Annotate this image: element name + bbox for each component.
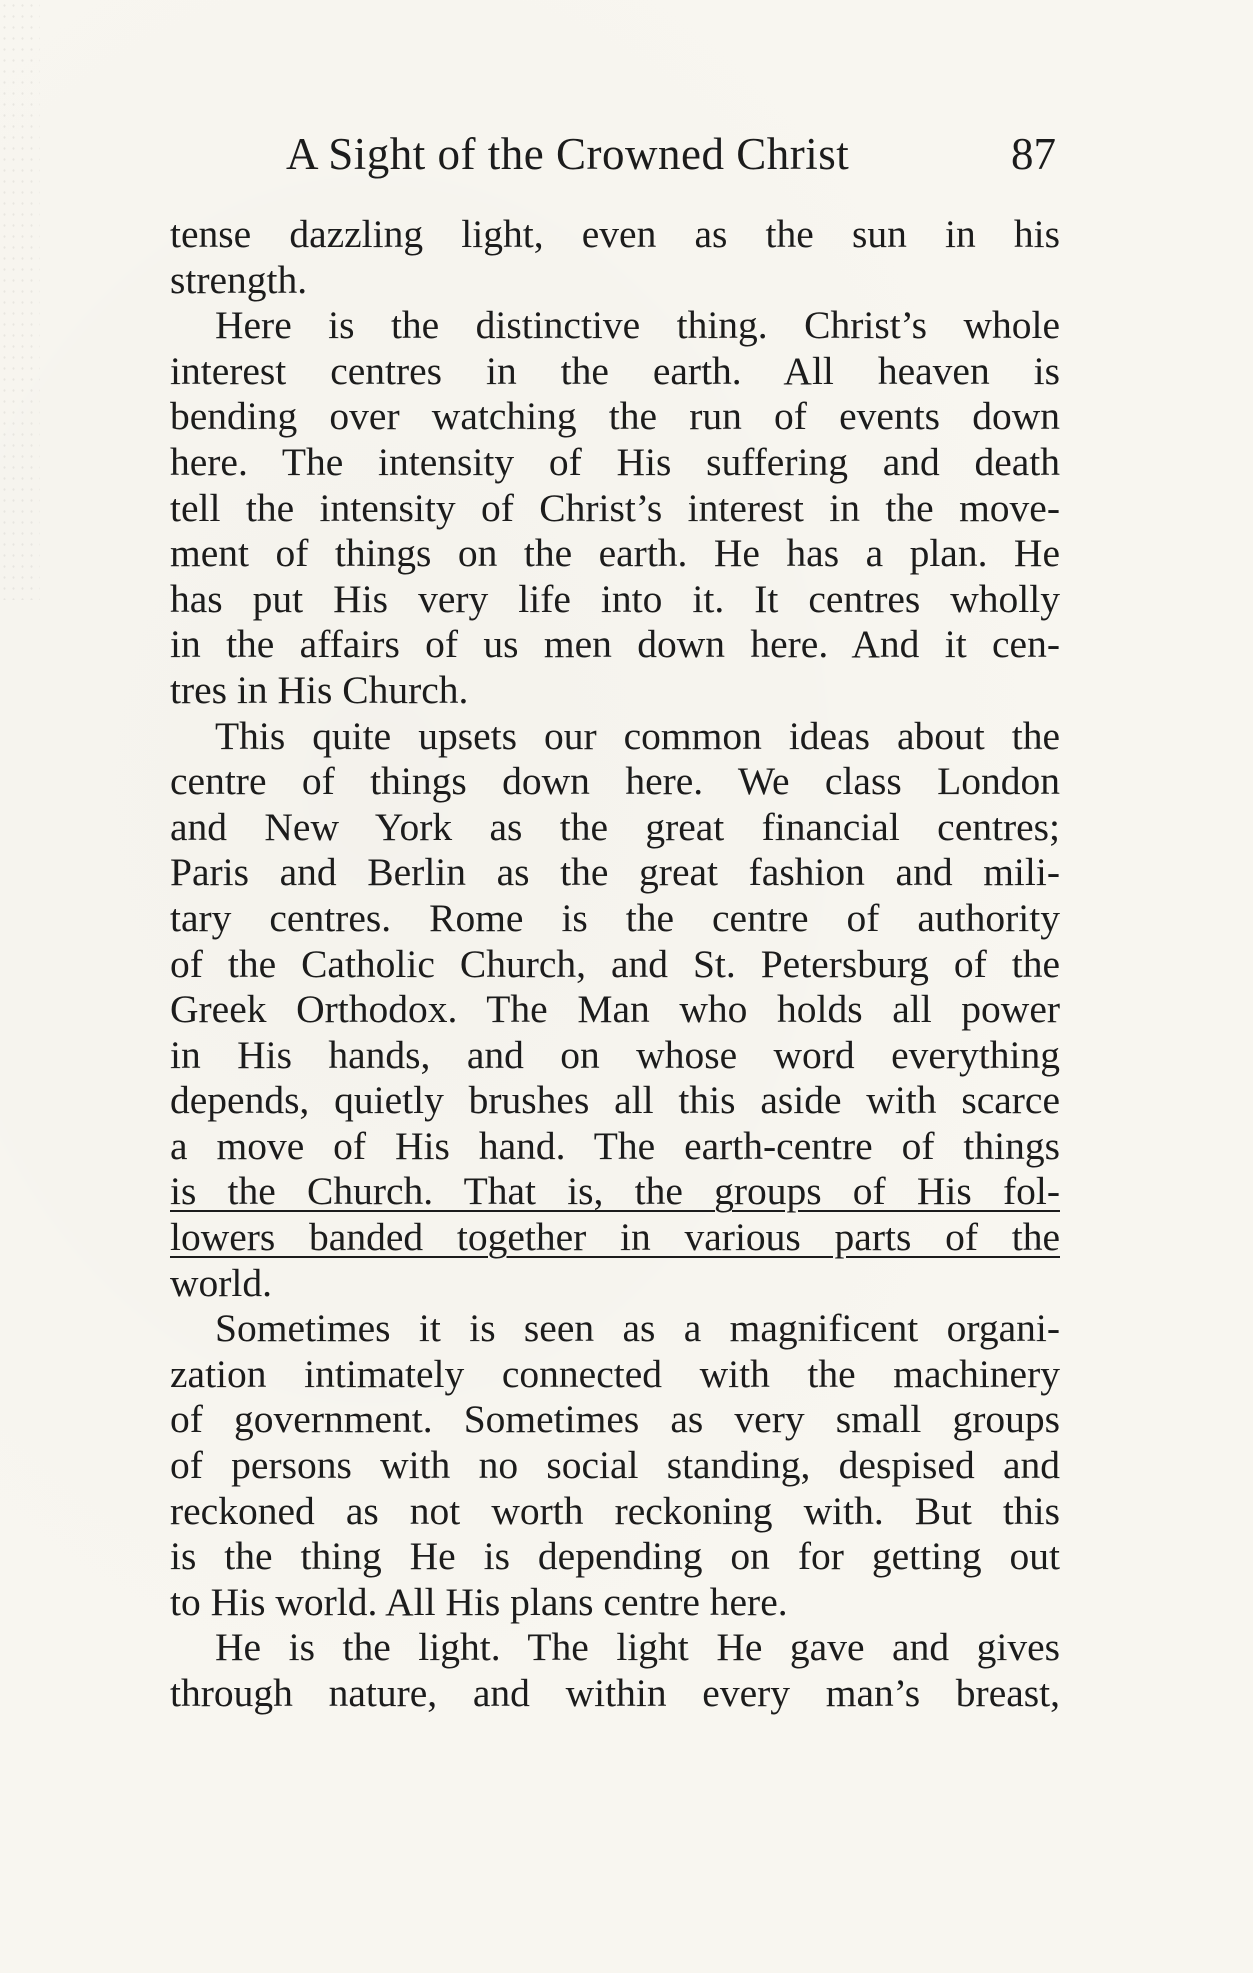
page-header xyxy=(0,128,1253,198)
text-line: Paris and Berlin as the great fashion and mili- xyxy=(170,850,1060,895)
text-line: tary centres. Rome is the centre of authority xyxy=(170,895,1060,940)
text-line: zation intimately connected with the machinery xyxy=(170,1351,1060,1396)
text-line: depends, quietly brushes all this aside with scarce xyxy=(170,1078,1060,1123)
page-number: 87 xyxy=(1011,129,1056,179)
text-line: of persons with no social standing, despised and xyxy=(170,1443,1060,1488)
text-line: of government. Sometimes as very small groups xyxy=(170,1397,1060,1442)
text-line: a move of His hand. The earth-centre of things xyxy=(170,1123,1060,1168)
text-line: Sometimes it is seen as a magnificent organi- xyxy=(215,1306,1060,1351)
text-line: bending over watching the run of events down xyxy=(170,394,1060,439)
text-line: and New York as the great financial centres; xyxy=(170,804,1060,849)
text-line: world. xyxy=(170,1260,273,1305)
text-line: reckoned as not worth reckoning with. But this xyxy=(170,1488,1060,1533)
text-line: tres in His Church. xyxy=(170,667,469,712)
text-line: He is the light. The light He gave and gives xyxy=(215,1625,1060,1670)
body-text xyxy=(170,212,1060,1717)
text-line: Greek Orthodox. The Man who holds all power xyxy=(170,987,1060,1032)
text-line: to His world. All His plans centre here. xyxy=(170,1579,788,1624)
text-line: This quite upsets our common ideas about the xyxy=(215,713,1060,758)
text-line: has put His very life into it. It centres wholly xyxy=(170,576,1060,621)
text-line: in the affairs of us men down here. And it cen- xyxy=(170,622,1060,667)
underlined-text-line: is the Church. That is, the groups of His fol- xyxy=(170,1169,1060,1214)
text-line: here. The intensity of His suffering and death xyxy=(170,439,1060,484)
text-line: ment of things on the earth. He has a plan. He xyxy=(170,531,1060,576)
page-edge-speckle xyxy=(0,0,40,600)
text-line: of the Catholic Church, and St. Petersburg of the xyxy=(170,941,1060,986)
running-title: A Sight of the Crowned Christ xyxy=(286,129,850,179)
text-line: tell the intensity of Christ’s interest in the move- xyxy=(170,485,1060,530)
text-line: interest centres in the earth. All heaven is xyxy=(170,348,1060,393)
text-line: centre of things down here. We class London xyxy=(170,759,1060,804)
text-line: strength. xyxy=(170,257,308,302)
text-line: is the thing He is depending on for getting out xyxy=(170,1534,1060,1579)
text-line: through nature, and within every man’s breast, xyxy=(170,1671,1060,1715)
text-line: Here is the distinctive thing. Christ’s whole xyxy=(215,303,1060,348)
text-line: tense dazzling light, even as the sun in his xyxy=(170,212,1060,256)
text-line: in His hands, and on whose word everything xyxy=(170,1032,1060,1077)
underlined-text-line: lowers banded together in various parts of the xyxy=(170,1215,1060,1260)
